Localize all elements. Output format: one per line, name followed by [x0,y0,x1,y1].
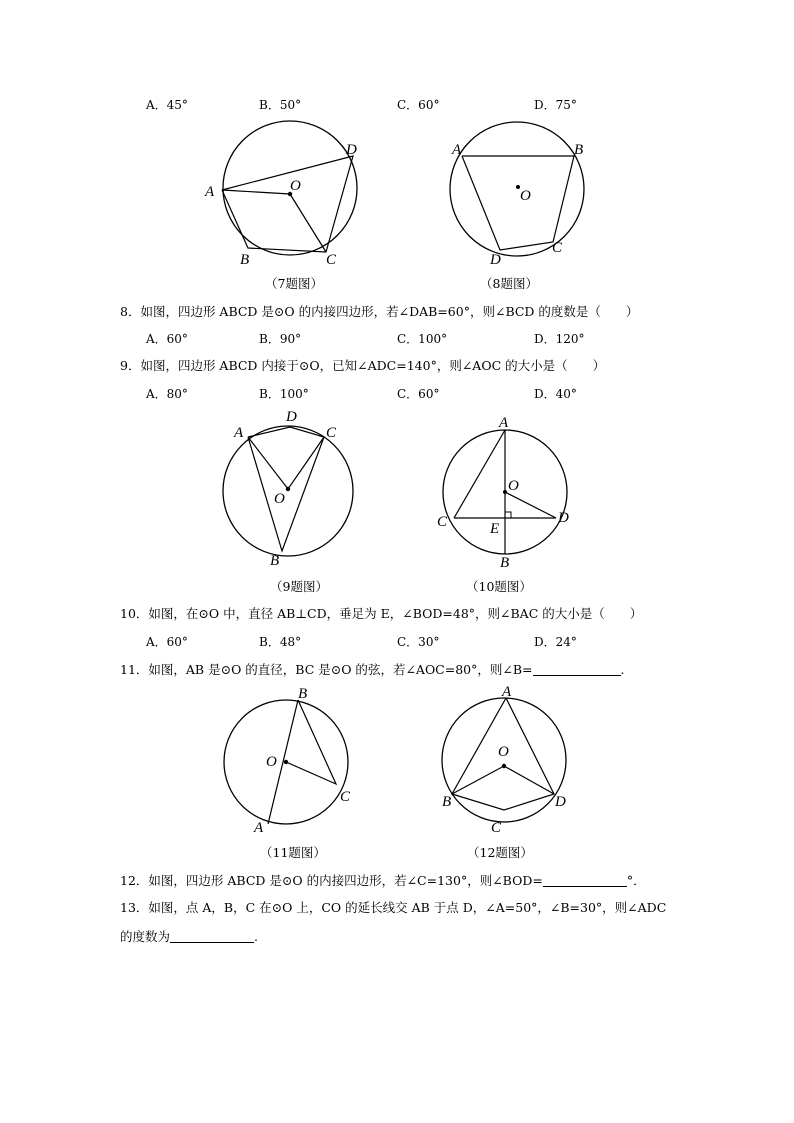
figure-9 [210,405,380,570]
q13-text: 的度数为 [120,929,171,944]
fig9-caption: （9题图） [270,579,328,594]
fig7-label-d: D [346,142,357,158]
q11-answer-blank[interactable] [533,662,621,676]
fig12-label-a: A [502,684,512,700]
figure-8 [440,120,600,280]
q13-answer-blank[interactable] [170,929,254,943]
q10-option-c: C．30° [397,635,440,649]
fig10-caption: （10题图） [466,579,532,594]
fig10-label-e: E [490,521,500,537]
fig11-label-c: C [340,789,351,805]
figure-12 [432,682,582,837]
figure-11 [218,684,368,836]
q7-option-d: D．75° [534,98,577,112]
fig7-label-o: O [290,178,301,194]
q12-end: °． [626,873,646,888]
q8-stem: 8．如图，四边形 ABCD 是⊙O 的内接四边形，若∠DAB=60°，则∠BCD 的度数是（ ） [120,304,639,319]
fig7-label-b: B [240,252,250,268]
q9-option-a: A．80° [146,387,188,401]
fig11-label-o: O [266,754,277,770]
fig8-caption: （8题图） [480,276,538,291]
q10-option-b: B．48° [259,635,302,649]
fig12-label-b: B [442,794,452,810]
fig7-caption: （7题图） [265,276,323,291]
fig7-label-c: C [326,252,337,268]
fig10-label-d: D [558,510,569,526]
fig10-label-b: B [500,555,510,571]
fig9-label-c: C [326,425,337,441]
fig12-label-d: D [555,794,566,810]
q8-option-d: D．120° [534,332,585,346]
fig9-label-d: D [286,409,297,425]
q10-option-d: D．24° [534,635,577,649]
q13-stem-line1: 13．如图，点 A，B，C 在⊙O 上，CO 的延长线交 AB 于点 D，∠A=50°，∠B=30°，则∠ADC [120,900,667,915]
fig8-label-d: D [490,252,501,268]
fig9-label-a: A [234,425,244,441]
fig12-caption: （12题图） [467,845,533,860]
q10-option-a: A．60° [146,635,188,649]
q11-stem [120,660,625,678]
fig8-label-o: O [520,188,531,204]
fig11-caption: （11题图） [260,845,326,860]
q8-option-c: C．100° [397,332,448,346]
fig10-label-c: C [437,514,448,530]
figure-7 [200,120,380,280]
fig12-label-c: C [491,820,502,836]
q7-option-c: C．60° [397,98,440,112]
q9-stem: 9．如图，四边形 ABCD 内接于⊙O，已知∠ADC=140°，则∠AOC 的大小是（ ） [120,358,606,373]
q12-text: 12．如图，四边形 ABCD 是⊙O 的内接四边形，若∠C=130°，则∠BOD= [120,873,543,888]
q7-option-b: B．50° [259,98,302,112]
fig12-label-o: O [498,744,509,760]
figure-10 [430,412,580,572]
fig10-label-a: A [499,415,509,431]
q9-option-c: C．60° [397,387,440,401]
q8-option-a: A．60° [146,332,188,346]
q7-option-a: A．45° [146,98,188,112]
q13-end: . [254,929,258,944]
q8-option-b: B．90° [259,332,302,346]
q10-stem: 10．如图，在⊙O 中，直径 AB⊥CD，垂足为 E，∠BOD=48°，则∠BAC 的大小是（ ） [120,606,643,621]
q13-stem-line2 [120,927,258,945]
fig8-label-a: A [452,142,462,158]
fig9-label-o: O [274,491,285,507]
fig11-label-b: B [298,686,308,702]
fig11-label-a: A [254,820,264,836]
q12-stem [120,871,646,889]
q11-end: . [620,662,625,677]
fig8-label-c: C [552,240,563,256]
q9-option-d: D．40° [534,387,577,401]
fig10-label-o: O [508,478,519,494]
q9-option-b: B．100° [259,387,309,401]
q12-answer-blank[interactable] [543,873,627,887]
q11-text: 11．如图，AB 是⊙O 的直径，BC 是⊙O 的弦，若∠AOC=80°，则∠B= [120,662,533,677]
fig7-label-a: A [205,184,215,200]
fig9-label-b: B [270,553,280,569]
fig8-label-b: B [574,142,584,158]
